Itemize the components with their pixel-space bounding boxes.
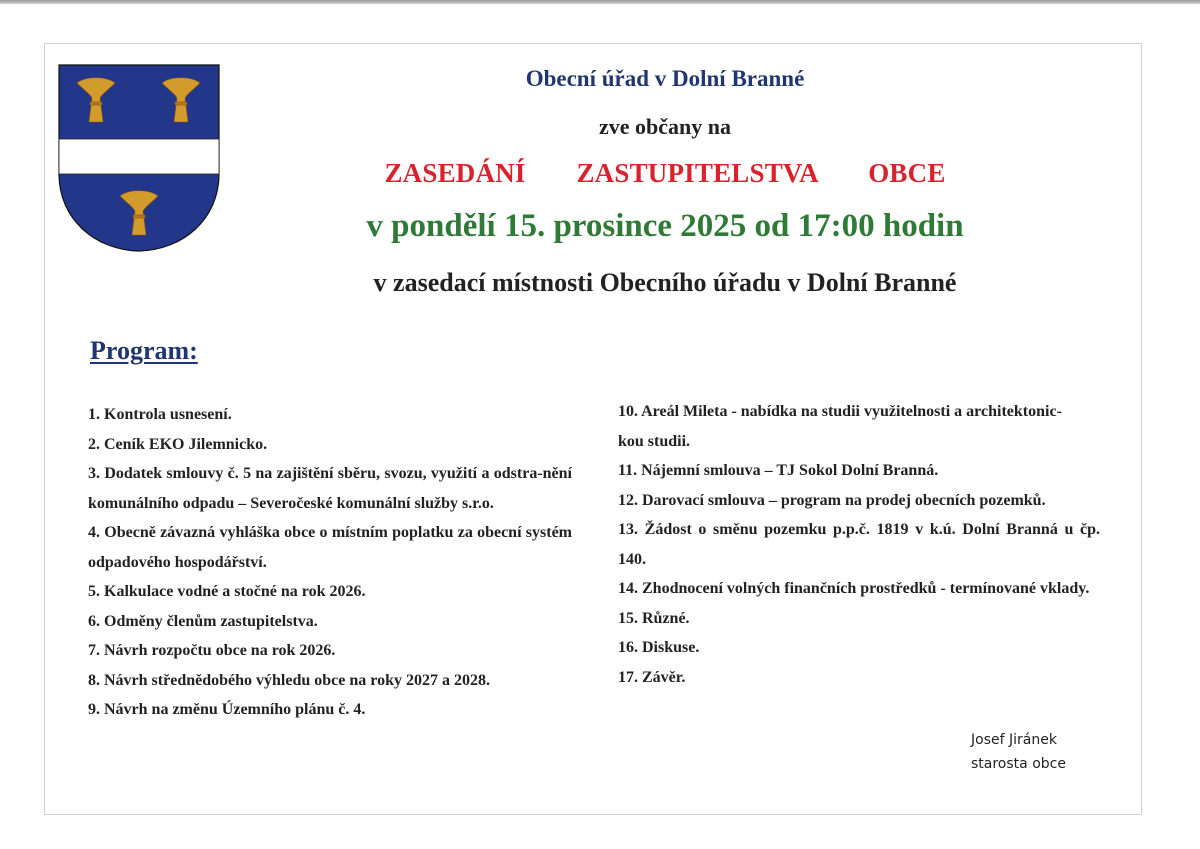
- program-item: 15. Různé.: [618, 609, 690, 627]
- office-name: Obecní úřad v Dolní Branné: [525, 66, 805, 91]
- program-item: 14. Zhodnocení volných finančních prostředků - termínované vklady.: [618, 580, 1090, 597]
- program-item: 6. Odměny členům zastupitelstva.: [88, 612, 318, 630]
- program-item: 13. Žádost o směnu pozemku p.p.č. 1819 v k.ú. Dolní Branná u čp. 140.: [618, 521, 1100, 568]
- signatory-name: Josef Jiránek: [971, 732, 1057, 748]
- program-title: Program:: [90, 336, 198, 365]
- program-item: 5. Kalkulace vodné a stočné na rok 2026.: [88, 583, 366, 600]
- program-item: 3. Dodatek smlouvy č. 5 na zajištění sběru, svozu, využití a odstra-nění komunálního odpadu – Severočeské komunální služby s.r.o.: [88, 465, 572, 512]
- program-item: 10. Areál Mileta - nabídka na studii využitelnosti a architektonic-: [618, 403, 1062, 420]
- program-list-right: [618, 397, 1100, 692]
- invitation-line: zve občany na: [599, 114, 731, 139]
- program-item: 16. Diskuse.: [618, 639, 700, 656]
- program-item: 1. Kontrola usnesení.: [88, 406, 232, 423]
- program-item: 17. Závěr.: [618, 668, 686, 686]
- signature-block: [971, 728, 1066, 776]
- program-list-left: [88, 400, 572, 725]
- event-place: v zasedací místnosti Obecního úřadu v Dolní Branné: [373, 268, 957, 297]
- signatory-role: starosta obce: [971, 756, 1066, 772]
- program-item: 11. Nájemní smlouva – TJ Sokol Dolní Branná.: [618, 462, 939, 479]
- program-item: 2. Ceník EKO Jilemnicko.: [88, 435, 268, 453]
- scan-top-edge: [0, 0, 1200, 4]
- program-item: 4. Obecně závazná vyhláška obce o místním poplatku za obecní systém odpadového hospodářství.: [88, 524, 572, 571]
- program-item: 12. Darovací smlouva – program na prodej obecních pozemků.: [618, 491, 1046, 509]
- event-datetime: v pondělí 15. prosince 2025 od 17:00 hodin: [366, 208, 964, 244]
- coat-of-arms-icon: [58, 64, 220, 252]
- program-item-continuation: kou studii.: [618, 432, 691, 450]
- program-item: 8. Návrh střednědobého výhledu obce na roky 2027 a 2028.: [88, 671, 490, 689]
- program-item: 7. Návrh rozpočtu obce na rok 2026.: [88, 642, 336, 659]
- event-title: ZASEDÁNÍ ZASTUPITELSTVA OBCE: [384, 158, 946, 188]
- program-item: 9. Návrh na změnu Územního plánu č. 4.: [88, 701, 366, 718]
